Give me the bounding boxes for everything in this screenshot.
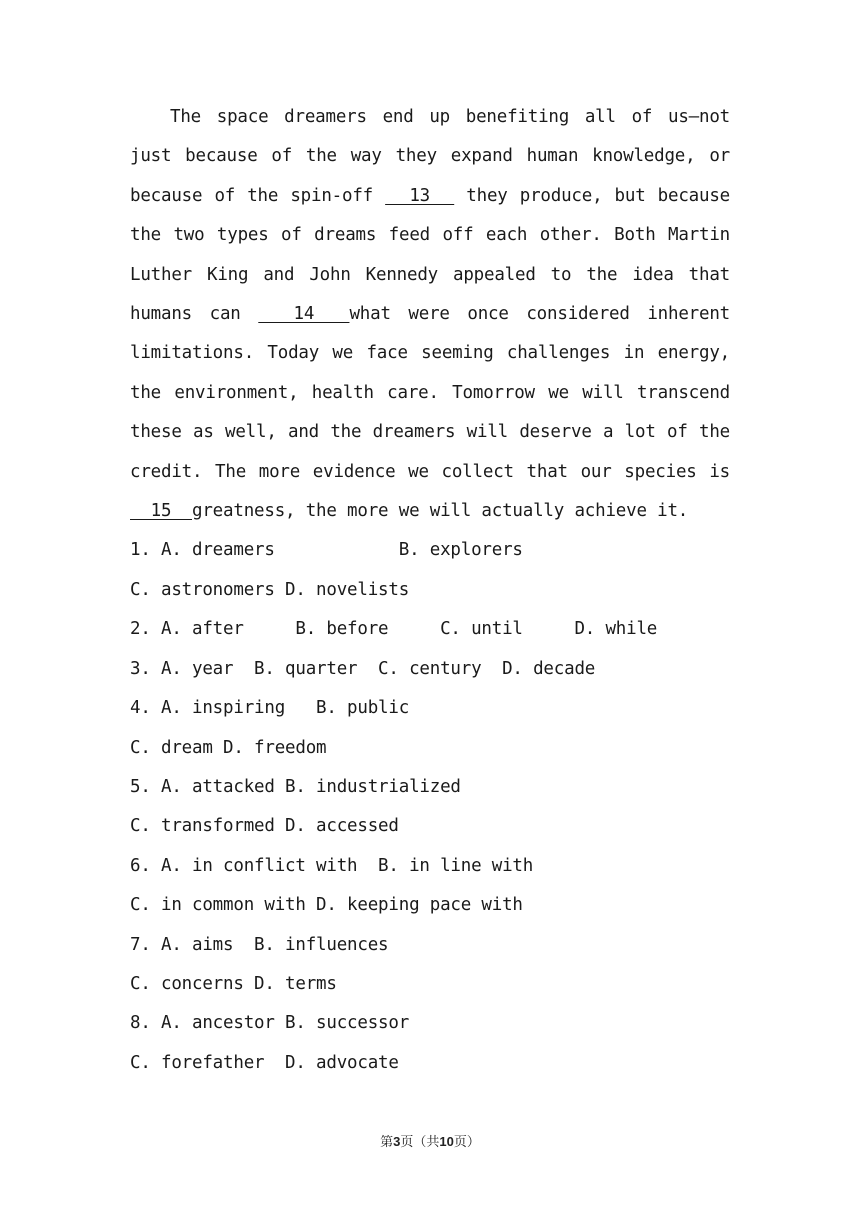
footer-page-number: 3 [393, 1134, 401, 1149]
footer-prefix: 第 [380, 1135, 394, 1150]
option-line-10: C. in common with D. keeping pace with [130, 895, 523, 916]
passage-text-3: what were once considered inherent limitations. Today we face seeming challenges in energy, the environment, health care. Tomorrow we will transcend these as well, and the dreamers will deserve a lot of the credit. The more evidence we collect that our species is [130, 304, 731, 482]
passage-text-1: The space dreamers end up benefiting all of us—not just because of the way they expand human knowledge, or because of the spin-off [130, 107, 730, 206]
passage-text-2: they produce, but because the two types of dreams feed off each other. Both Martin Luther King and John Kennedy appealed to the idea that humans can [130, 185, 730, 325]
option-line-4: 3. A. year B. quarter C. century D. decade [130, 658, 596, 679]
option-line-8: C. transformed D. accessed [130, 816, 399, 837]
option-line-13: 8. A. ancestor B. successor [130, 1013, 410, 1034]
footer-middle: 页（共 [400, 1135, 440, 1150]
option-line-2: C. astronomers D. novelists [130, 579, 410, 600]
option-line-5: 4. A. inspiring B. public [130, 698, 410, 719]
footer-total-pages: 10 [439, 1134, 454, 1149]
blank-15: 15 [130, 501, 193, 522]
passage-paragraph [130, 98, 730, 531]
blank-14: 14 [258, 304, 350, 325]
option-line-9: 6. A. in conflict with B. in line with [130, 855, 534, 876]
option-line-3: 2. A. after B. before C. until D. while [130, 619, 658, 640]
passage-text-4: greatness, the more we will actually achieve it. [192, 501, 689, 522]
footer-suffix: 页） [453, 1135, 480, 1150]
blank-13: 13 [385, 185, 455, 206]
option-line-11: 7. A. aims B. influences [130, 934, 389, 955]
option-line-14: C. forefather D. advocate [130, 1052, 399, 1073]
page-footer [0, 1131, 860, 1150]
answer-options [130, 531, 730, 1083]
option-line-6: C. dream D. freedom [130, 737, 327, 758]
option-line-12: C. concerns D. terms [130, 973, 337, 994]
option-line-1: 1. A. dreamers B. explorers [130, 540, 523, 561]
document-page [130, 98, 730, 1083]
option-line-7: 5. A. attacked B. industrialized [130, 776, 461, 797]
